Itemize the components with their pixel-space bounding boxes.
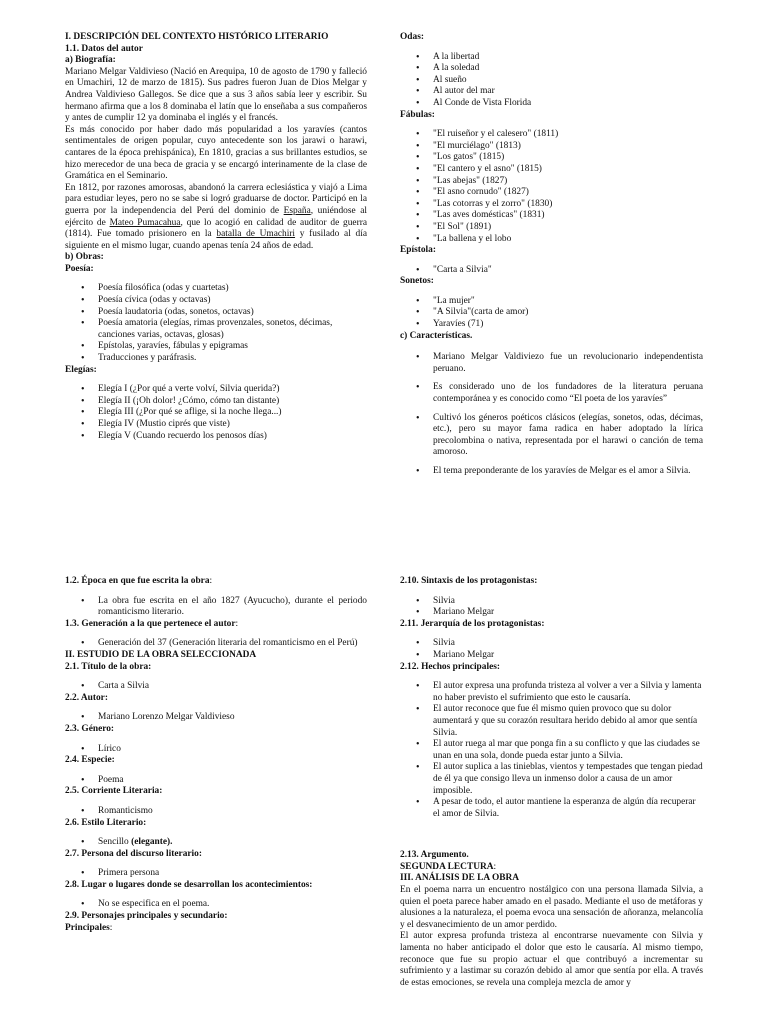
estilo-value: Sencillo — [98, 837, 132, 848]
generacion-colon: : — [235, 618, 239, 629]
analisis-paragraph-2: El autor expresa profunda tristeza al encontrarse nuevamente con Silvia y lamenta no haber anticipado el dolor que esto le causaría. Al mismo tiempo, reconoce que fue su propio actuar el que contribuyó a incrementar su sufrimiento y a lastimar su corazón debido al amor que sentía por ella. A través de estas emociones, se revela una compleja mezcla de amor y — [400, 931, 703, 988]
list-item: • Generación del 37 (Generación literaria del romanticismo en el Perú) — [65, 638, 367, 650]
titulo-heading: . Título de la obra: — [76, 661, 152, 672]
autor-list — [65, 712, 367, 724]
especie-list — [65, 775, 367, 787]
list-item: • Poesía laudatoria (odas, sonetos, octavas) — [65, 307, 367, 319]
sonetos-list — [400, 296, 703, 331]
segunda-heading: SEGUNDA LECTURA — [400, 861, 494, 872]
estilo-list — [65, 837, 367, 849]
list-item — [65, 837, 367, 849]
list-item: • Poesía cívica (odas y octavas) — [65, 295, 367, 307]
autor-heading-line — [65, 693, 367, 705]
list-item: • "Las abejas" (1827) — [400, 176, 703, 188]
list-item: • Mariano Melgar Valdiviezo fue un revolucionario independentista peruano. — [400, 352, 703, 375]
datos-heading: 1.1. Datos del autor — [65, 43, 143, 54]
sintaxis-list — [400, 596, 703, 619]
corriente-list — [65, 806, 367, 818]
bio-paragraph-2: Es más conocido por haber dado más popularidad a los yaravíes (cantos sentimentales de origen popular, cuyo antecedente son los jarawi o harawi, cantares de la época prehispánica), En 1810, gracias a sus brillantes estudios, se hizo merecedor de una beca de gracia y se encargó interinamente de la clase de Gramática en el Seminario. — [65, 124, 367, 182]
generacion-list — [65, 638, 367, 650]
list-item: • Mariano Lorenzo Melgar Valdivieso — [65, 712, 367, 724]
lugar-heading: 2.8. Lugar o lugares donde se desarrollan los acontecimientos: — [65, 879, 313, 890]
bio-paragraph-3 — [65, 183, 367, 253]
hechos-list — [400, 681, 703, 820]
genero-list — [65, 744, 367, 756]
especie-heading: 2.4. Especie: — [65, 755, 115, 766]
list-item: • Carta a Silvia — [65, 681, 367, 693]
hechos-heading: 2.12. Hechos principales: — [400, 661, 500, 672]
list-item: • "La ballena y el lobo — [400, 234, 703, 246]
list-item: • Lírico — [65, 744, 367, 756]
argumento-heading: 2.13. Argumento. — [400, 850, 469, 861]
principales-heading: Principales — [65, 922, 110, 933]
persona-heading: 2.7. Persona del discurso literario: — [65, 848, 202, 859]
list-item: • No se especifica en el poema. — [65, 899, 367, 911]
list-item: • "A Silvia"(carta de amor) — [400, 307, 703, 319]
list-item: • Al sueño — [400, 75, 703, 87]
list-item: • Es considerado uno de los fundadores de la literatura peruana contemporánea y es conocido como “El poeta de los yaravíes” — [400, 382, 703, 405]
list-item: • "La mujer" — [400, 296, 703, 308]
bio-text: En 1812, por razones amorosas, abandonó la carrera eclesiástica y viajó a Lima para estudiar leyes, pero no se sabe si logró graduarse de doctor. Participó en la guerra por la independencia del Perú del dominio de — [65, 182, 367, 216]
epoca-list — [65, 596, 367, 619]
epistola-list — [400, 265, 703, 277]
list-item: • Elegía IV (Mustio ciprés que viste) — [65, 419, 367, 431]
list-item: • A la libertad — [400, 52, 703, 64]
left-bottom-column — [65, 576, 367, 934]
list-item: • Silvia — [400, 596, 703, 608]
list-item: • Poesía filosófica (odas y cuartetas) — [65, 283, 367, 295]
bio-paragraph-1: Mariano Melgar Valdivieso (Nació en Arequipa, 10 de agosto de 1790 y falleció en Umachiri, 12 de marzo de 1815). Sus padres fueron Juan de Dios Melgar y Andrea Valdivieso Gallegos. Se dice que a sus 3 años sabía leer y escribir. Su hermano afirma que a los 8 dominaba el latín que lo enseñaba a sus compañeros y antes de cumplir 12 ya dominaba el inglés y el francés. — [65, 66, 367, 124]
personajes-heading: 2.9. Personajes principales y secundario: — [65, 911, 228, 922]
list-item: • Traducciones y paráfrasis. — [65, 353, 367, 365]
list-item: • "El murciélago" (1813) — [400, 141, 703, 153]
principales-colon: : — [109, 922, 113, 933]
list-item: • Yaravíes (71) — [400, 319, 703, 331]
list-item: • Mariano Melgar — [400, 650, 703, 662]
epoca-heading: 1.2. Época en que fue escrita la obra — [65, 576, 210, 586]
segunda-heading-line — [400, 862, 703, 874]
generacion-heading-line — [65, 619, 367, 631]
odas-list — [400, 52, 703, 110]
fabulas-list — [400, 129, 703, 245]
genero-heading: 2.3. Género: — [65, 723, 115, 734]
autor-heading: . Autor: — [76, 692, 108, 703]
right-bottom-column — [400, 576, 703, 989]
left-top-column — [65, 32, 367, 442]
titulo-number: 2.1 — [65, 661, 77, 672]
estilo-value-bold: (elegante). — [131, 837, 173, 848]
caracteristicas-heading: c) Características. — [400, 330, 473, 341]
bio-text: , uniéndose al ejército de — [65, 205, 367, 228]
persona-list — [65, 868, 367, 880]
bio-text: y fusilado al día siguiente en el mismo lugar, cuando apenas tenía 24 años de edad. — [65, 229, 367, 251]
list-item: • Mariano Melgar — [400, 607, 703, 619]
odas-heading: Odas: — [400, 32, 424, 42]
list-item: • El autor expresa una profunda tristeza al volver a ver a Silvia y lamenta no haber previsto el sufrimiento que esto le causaría. — [400, 681, 703, 704]
list-item: • El autor suplica a las tinieblas, vientos y tempestades que tengan piedad de él ya que consigo lleva un inmenso dolor a causa de un amor imposible. — [400, 762, 703, 797]
list-item: • A la soledad — [400, 63, 703, 75]
caracteristicas-list — [400, 352, 703, 477]
list-item: • "Los gatos" (1815) — [400, 152, 703, 164]
list-item: • La obra fue escrita en el año 1827 (Ayucucho), durante el periodo romanticismo literario. — [65, 596, 367, 619]
list-item: • Romanticismo — [65, 806, 367, 818]
right-top-column — [400, 32, 703, 478]
list-item: • Elegía V (Cuando recuerdo los penosos días) — [65, 431, 367, 443]
list-item: • "Carta a Silvia" — [400, 265, 703, 277]
corriente-heading: 2.5. Corriente Literaria: — [65, 786, 163, 797]
list-item: • Al autor del mar — [400, 86, 703, 98]
list-item: • El tema preponderante de los yaravíes de Melgar es el amor a Silvia. — [400, 466, 703, 478]
biografia-heading: a) Biografía: — [65, 55, 116, 66]
epistola-heading: Epístola: — [400, 245, 436, 256]
section-title: I. DESCRIPCIÓN DEL CONTEXTO HISTÓRICO LITERARIO — [65, 32, 329, 42]
estilo-heading: 2.6. Estilo Literario: — [65, 817, 147, 828]
analisis-heading: III. ANÁLISIS DE LA OBRA — [400, 873, 520, 884]
jerarquia-heading: 2.11. Jerarquía de los protagonistas: — [400, 618, 545, 629]
list-item: • Primera persona — [65, 868, 367, 880]
list-item: • Elegía I (¿Por qué a verte volví, Silvia querida?) — [65, 384, 367, 396]
list-item: • El autor reconoce que fue él mismo quien provoco que su dolor aumentará y que su corazón resultara herido debido al amor que sentía Silvia. — [400, 704, 703, 739]
titulo-list — [65, 681, 367, 693]
list-item: • "Las aves domésticas" (1831) — [400, 210, 703, 222]
list-item: • "El Sol" (1891) — [400, 222, 703, 234]
jerarquia-list — [400, 638, 703, 661]
list-item: • "El cantero y el asno" (1815) — [400, 164, 703, 176]
list-item: • Elegía II (¡Oh dolor! ¿Cómo, cómo tan distante) — [65, 396, 367, 408]
elegias-heading: Elegías: — [65, 364, 97, 375]
poesia-list — [65, 283, 367, 364]
list-item: • Epístolas, yaravíes, fábulas y epigramas — [65, 341, 367, 353]
list-item: • Poema — [65, 775, 367, 787]
obras-heading: b) Obras: — [65, 252, 104, 263]
list-item: • Silvia — [400, 638, 703, 650]
epoca-heading-line — [65, 576, 367, 588]
analisis-paragraph-1: En el poema narra un encuentro nostálgico con una persona llamada Silvia, a quien el poeta parece haber amado en el pasado. Mediante el uso de metáforas y alusiones a la naturaleza, el poema evoca una sensación de añoranza, melancolía y el desvanecimiento de un amor perdido. — [400, 885, 703, 930]
list-item: • Elegía III (¿Por qué se aflige, si la noche llega...) — [65, 407, 367, 419]
list-item: • "Las cotorras y el zorro" (1830) — [400, 199, 703, 211]
autor-number: 2.2 — [65, 692, 77, 703]
link-espana[interactable]: España — [283, 205, 311, 216]
list-item: • "El asno cornudo" (1827) — [400, 187, 703, 199]
list-item: • El autor ruega al mar que ponga fin a su conflicto y que las ciudades se unan en una sola, donde pueda estar junto a Silvia. — [400, 739, 703, 762]
sintaxis-heading: 2.10. Sintaxis de los protagonistas: — [400, 576, 538, 586]
list-item: • Al Conde de Vista Florida — [400, 98, 703, 110]
sonetos-heading: Sonetos: — [400, 276, 434, 287]
elegias-list — [65, 384, 367, 442]
estudio-heading: II. ESTUDIO DE LA OBRA SELECCIONADA — [65, 649, 257, 660]
poesia-heading: Poesía: — [65, 263, 94, 274]
generacion-heading: 1.3. Generación a la que pertenece el autor — [65, 618, 236, 629]
epoca-colon: : — [209, 576, 213, 586]
fabulas-heading: Fábulas: — [400, 109, 435, 120]
list-item: • A pesar de todo, el autor mantiene la esperanza de algún día recuperar el amor de Silvia. — [400, 797, 703, 820]
bio-text: , que lo acogió en calidad de auditor de guerra (1814). Fue tomado prisionero en la — [65, 217, 367, 240]
principales-heading-line — [65, 923, 367, 935]
link-batalla-umachiri[interactable]: batalla de Umachiri — [216, 229, 296, 240]
titulo-heading-line — [65, 662, 367, 674]
link-mateo-pumacahua[interactable]: Mateo Pumacahua — [109, 217, 181, 228]
lugar-list — [65, 899, 367, 911]
list-item: • Poesía amatoria (elegías, rimas provenzales, sonetos, décimas, canciones varias, octavas, glosas) — [65, 318, 367, 341]
list-item: • "El ruiseñor y el calesero" (1811) — [400, 129, 703, 141]
list-item: • Cultivó los géneros poéticos clásicos (elegías, sonetos, odas, décimas, etc.), pero su mayor fama radica en haber adoptado la lírica precolombina o nativa, representada por el harawi o canción de tema amoroso. — [400, 413, 703, 459]
segunda-colon: : — [493, 861, 497, 872]
